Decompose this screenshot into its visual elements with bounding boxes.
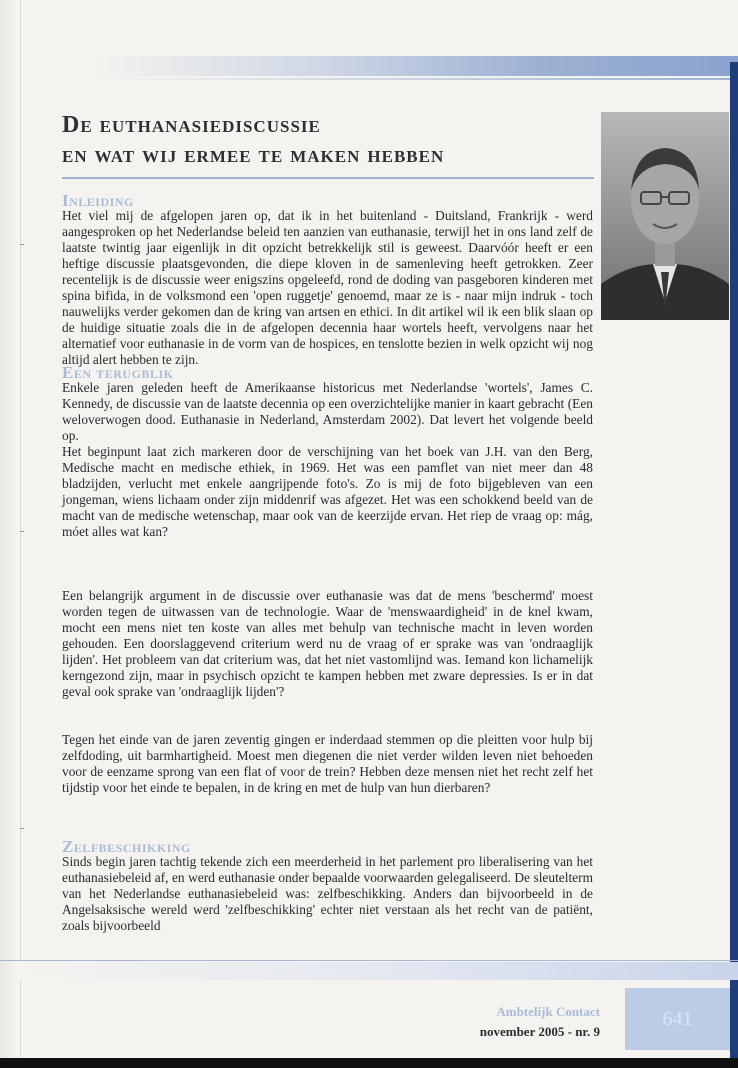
- margin-tick: [20, 828, 24, 829]
- footer-rule: [0, 960, 738, 961]
- paragraph: Het beginpunt laat zich markeren door de verschijning van het boek van J.H. van den Berg, Medische macht en medische ethiek, in 1969. Het was een pamflet van niet meer dan 48 bladzijden, verlucht met enkele aangrijpende foto's. Zo is mij de foto bijgebleven van een jongeman, wiens lichaam onder zijn middenrif was afgezet. Het was een schokkend beeld van de macht van de medische wetenschap, maar ook van de keerzijde ervan. Het riep de vraag op: mág, móet alles wat kan?: [62, 444, 593, 539]
- page-edge-bar: [730, 62, 738, 1068]
- section-heading-zelfbeschikking: Zelfbeschikking: [62, 837, 191, 856]
- title-underline: [62, 177, 594, 179]
- author-photo: [601, 112, 729, 320]
- paragraph: Een belangrijk argument in de discussie over euthanasie was dat de mens 'beschermd' moest worden tegen de uitwassen van de technologie. Waar de 'menswaardigheid' in de knel kwam, mocht een mens niet ten koste van alles met behulp van technische macht in leven worden gehouden. Een doorslaggevend criterium werd nu de vraag of er sprake was van 'ondraaglijk lijden'. Het probleem van dat criterium was, dat het niet vastomlijnd was. Iemand kon lichamelijk kerngezond zijn, maar in psychisch opzicht te kampen hebben met zware depressies. Is er in dat geval ook sprake van 'ondraaglijk lijden'?: [62, 588, 593, 699]
- binding-spine: [0, 0, 21, 1068]
- paragraph: Sinds begin jaren tachtig tekende zich een meerderheid in het parlement pro liberalisering van het euthanasiebeleid af, en werd euthanasie onder bepaalde voorwaarden gelegaliseerd. De sleutelterm van het Nederlandse euthanasiebeleid was: zelfbeschikking. Anders dan bijvoorbeeld in de Angelsaksische wereld werd 'zelfbeschikking' echter niet verstaan als het recht van de patiënt, zoals bijvoorbeeld: [62, 854, 593, 933]
- journal-name: Ambtelijk Contact: [496, 1004, 600, 1019]
- footer-band: [20, 962, 738, 980]
- scan-bottom-edge: [0, 1058, 738, 1068]
- title-line-1: De euthanasiediscussie: [62, 112, 321, 138]
- header-band: [95, 56, 738, 76]
- article-title: [62, 110, 622, 170]
- paragraph: Het viel mij de afgelopen jaren op, dat ik in het buitenland - Duitsland, Frankrijk - werd aangesproken op het Nederlandse beleid ten aanzien van euthanasie, terwijl het in ons land zelf de laatste twintig jaar eigenlijk in dit opzicht betrekkelijk stil is geweest. Daarvóór heeft er een heftige discussie plaatsgevonden, die diepe kloven in de samenleving heeft getrokken. Zeer recentelijk is de discussie weer enigszins opgeleefd, rond de doding van pasgeboren kinderen met spina bifida, in de volksmond een 'open ruggetje' genoemd, maar ze is - naar mijn indruk - toch nauwelijks verder gekomen dan de kring van artsen en ethici. In dit artikel wil ik een blik slaan op de huidige situatie zoals die in de afgelopen decennia haar wortels heeft, vervolgens naar het alternatief voor euthanasie in de vorm van de hospices, en tenslotte bezien in welk opzicht wij nog altijd alert hebben te zijn.: [62, 208, 593, 367]
- page-number: 641: [662, 1008, 693, 1030]
- title-line-2: en wat wij ermee te maken hebben: [62, 142, 445, 168]
- section-heading-terugblik: Een terugblik: [62, 363, 174, 382]
- header-band-rule: [95, 78, 738, 80]
- section-heading-inleiding: Inleiding: [62, 191, 134, 210]
- paragraph: Tegen het einde van de jaren zeventig gingen er inderdaad stemmen op die pleitten voor hulp bij zelfdoding, uit barmhartigheid. Moest men diegenen die niet verder wilden leven niet behoeden voor de eenzame sprong van een flat of voor de trein? Hebben deze mensen niet het recht zelf het tijdstip voor het einde te bepalen, in de kring en met de hulp van hun dierbaren?: [62, 732, 593, 795]
- page-number-box: [625, 988, 730, 1050]
- margin-tick: [20, 244, 24, 245]
- portrait-illustration: [601, 112, 729, 320]
- margin-tick: [20, 531, 24, 532]
- paragraph: Enkele jaren geleden heeft de Amerikaanse historicus met Nederlandse 'wortels', James C. Kennedy, de discussie van de laatste decennia op een overzichtelijke manier in kaart gebracht (Een weloverwogen dood. Euthanasie in Nederland, Amsterdam 2002). Dat levert het volgende beeld op.: [62, 380, 593, 443]
- issue-info: november 2005 - nr. 9: [479, 1024, 600, 1039]
